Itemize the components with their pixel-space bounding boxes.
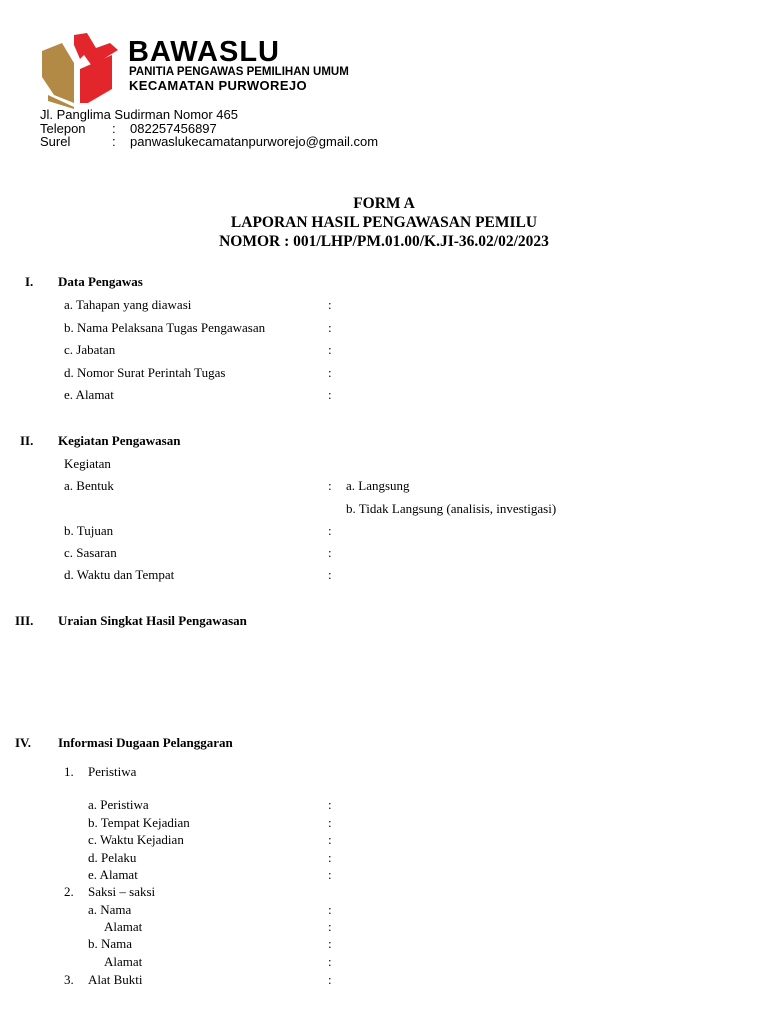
logo-red-right — [80, 55, 112, 103]
s4-n1-label: Peristiwa — [88, 764, 137, 779]
s4-n3-colon: : — [328, 972, 332, 987]
section-4-number: IV. — [15, 735, 32, 750]
s4-peristiwa-label: a. Peristiwa — [88, 797, 149, 812]
brand-subtitle-1: PANITIA PENGAWAS PEMILIHAN UMUM — [129, 66, 349, 78]
s2-bentuk-option-2: b. Tidak Langsung (analisis, investigasi) — [346, 501, 557, 516]
s1-item-label: b. Nama Pelaksana Tugas Pengawasan — [64, 320, 266, 335]
s4-n3-label: Alat Bukti — [88, 972, 143, 987]
section-4-title: Informasi Dugaan Pelanggaran — [58, 735, 233, 750]
s4-saksi-label: Alamat — [104, 954, 143, 969]
s4-n3-number: 3. — [64, 972, 74, 987]
form-number: NOMOR : 001/LHP/PM.01.00/K.JI-36.02/02/2023 — [219, 233, 549, 250]
s1-item-colon: : — [328, 365, 332, 380]
s1-item-label: e. Alamat — [64, 387, 114, 402]
s4-peristiwa-colon: : — [328, 867, 332, 882]
s4-peristiwa-label: d. Pelaku — [88, 850, 137, 865]
brand-name: BAWASLU — [128, 36, 280, 68]
s4-peristiwa-colon: : — [328, 832, 332, 847]
phone-colon: : — [112, 121, 116, 136]
s1-item-colon: : — [328, 297, 332, 312]
s4-saksi-label: a. Nama — [88, 902, 132, 917]
s4-n2-number: 2. — [64, 884, 74, 899]
form-subtitle: LAPORAN HASIL PENGAWASAN PEMILU — [230, 214, 538, 231]
email-colon: : — [112, 134, 116, 149]
s4-saksi-label: b. Nama — [88, 936, 133, 951]
s1-item-label: c. Jabatan — [64, 342, 116, 357]
brand-subtitle-2: KECAMATAN PURWOREJO — [129, 78, 308, 93]
s2-bentuk-label: a. Bentuk — [64, 478, 114, 493]
email-value: panwaslukecamatanpurworejo@gmail.com — [130, 134, 379, 149]
section-3-number: III. — [15, 613, 34, 628]
s1-item-colon: : — [328, 342, 332, 357]
section-2-title: Kegiatan Pengawasan — [58, 433, 181, 448]
section-3-title: Uraian Singkat Hasil Pengawasan — [58, 613, 247, 628]
bawaslu-logo — [40, 33, 118, 109]
s4-n1-number: 1. — [64, 764, 74, 779]
s4-peristiwa-colon: : — [328, 797, 332, 812]
email-label: Surel — [40, 134, 71, 149]
section-2-number: II. — [20, 433, 34, 448]
phone-value: 082257456897 — [130, 121, 217, 136]
section-1-number: I. — [25, 274, 34, 289]
s4-saksi-colon: : — [328, 902, 332, 917]
form-title: FORM A — [353, 195, 415, 212]
s1-item-colon: : — [328, 387, 332, 402]
s4-peristiwa-label: c. Waktu Kejadian — [88, 832, 184, 847]
s4-peristiwa-label: b. Tempat Kejadian — [88, 815, 190, 830]
s2-intro: Kegiatan — [64, 456, 111, 471]
s2-item-label: b. Tujuan — [64, 523, 114, 538]
s2-item-label: c. Sasaran — [64, 545, 117, 560]
s4-n2-label: Saksi – saksi — [88, 884, 156, 899]
s4-peristiwa-colon: : — [328, 850, 332, 865]
s4-peristiwa-label: e. Alamat — [88, 867, 138, 882]
address-line: Jl. Panglima Sudirman Nomor 465 — [40, 107, 238, 122]
s2-item-colon: : — [328, 523, 332, 538]
logo-gold-left — [42, 43, 74, 103]
s4-saksi-colon: : — [328, 936, 332, 951]
s2-item-colon: : — [328, 545, 332, 560]
s1-item-colon: : — [328, 320, 332, 335]
s2-bentuk-colon: : — [328, 478, 332, 493]
s2-bentuk-option-1: a. Langsung — [346, 478, 410, 493]
s4-saksi-label: Alamat — [104, 919, 143, 934]
section-1-title: Data Pengawas — [58, 274, 143, 289]
s2-item-colon: : — [328, 567, 332, 582]
s4-saksi-colon: : — [328, 919, 332, 934]
s4-peristiwa-colon: : — [328, 815, 332, 830]
s1-item-label: d. Nomor Surat Perintah Tugas — [64, 365, 226, 380]
s2-item-label: d. Waktu dan Tempat — [64, 567, 175, 582]
s1-item-label: a. Tahapan yang diawasi — [64, 297, 192, 312]
s4-saksi-colon: : — [328, 954, 332, 969]
phone-label: Telepon — [40, 121, 86, 136]
